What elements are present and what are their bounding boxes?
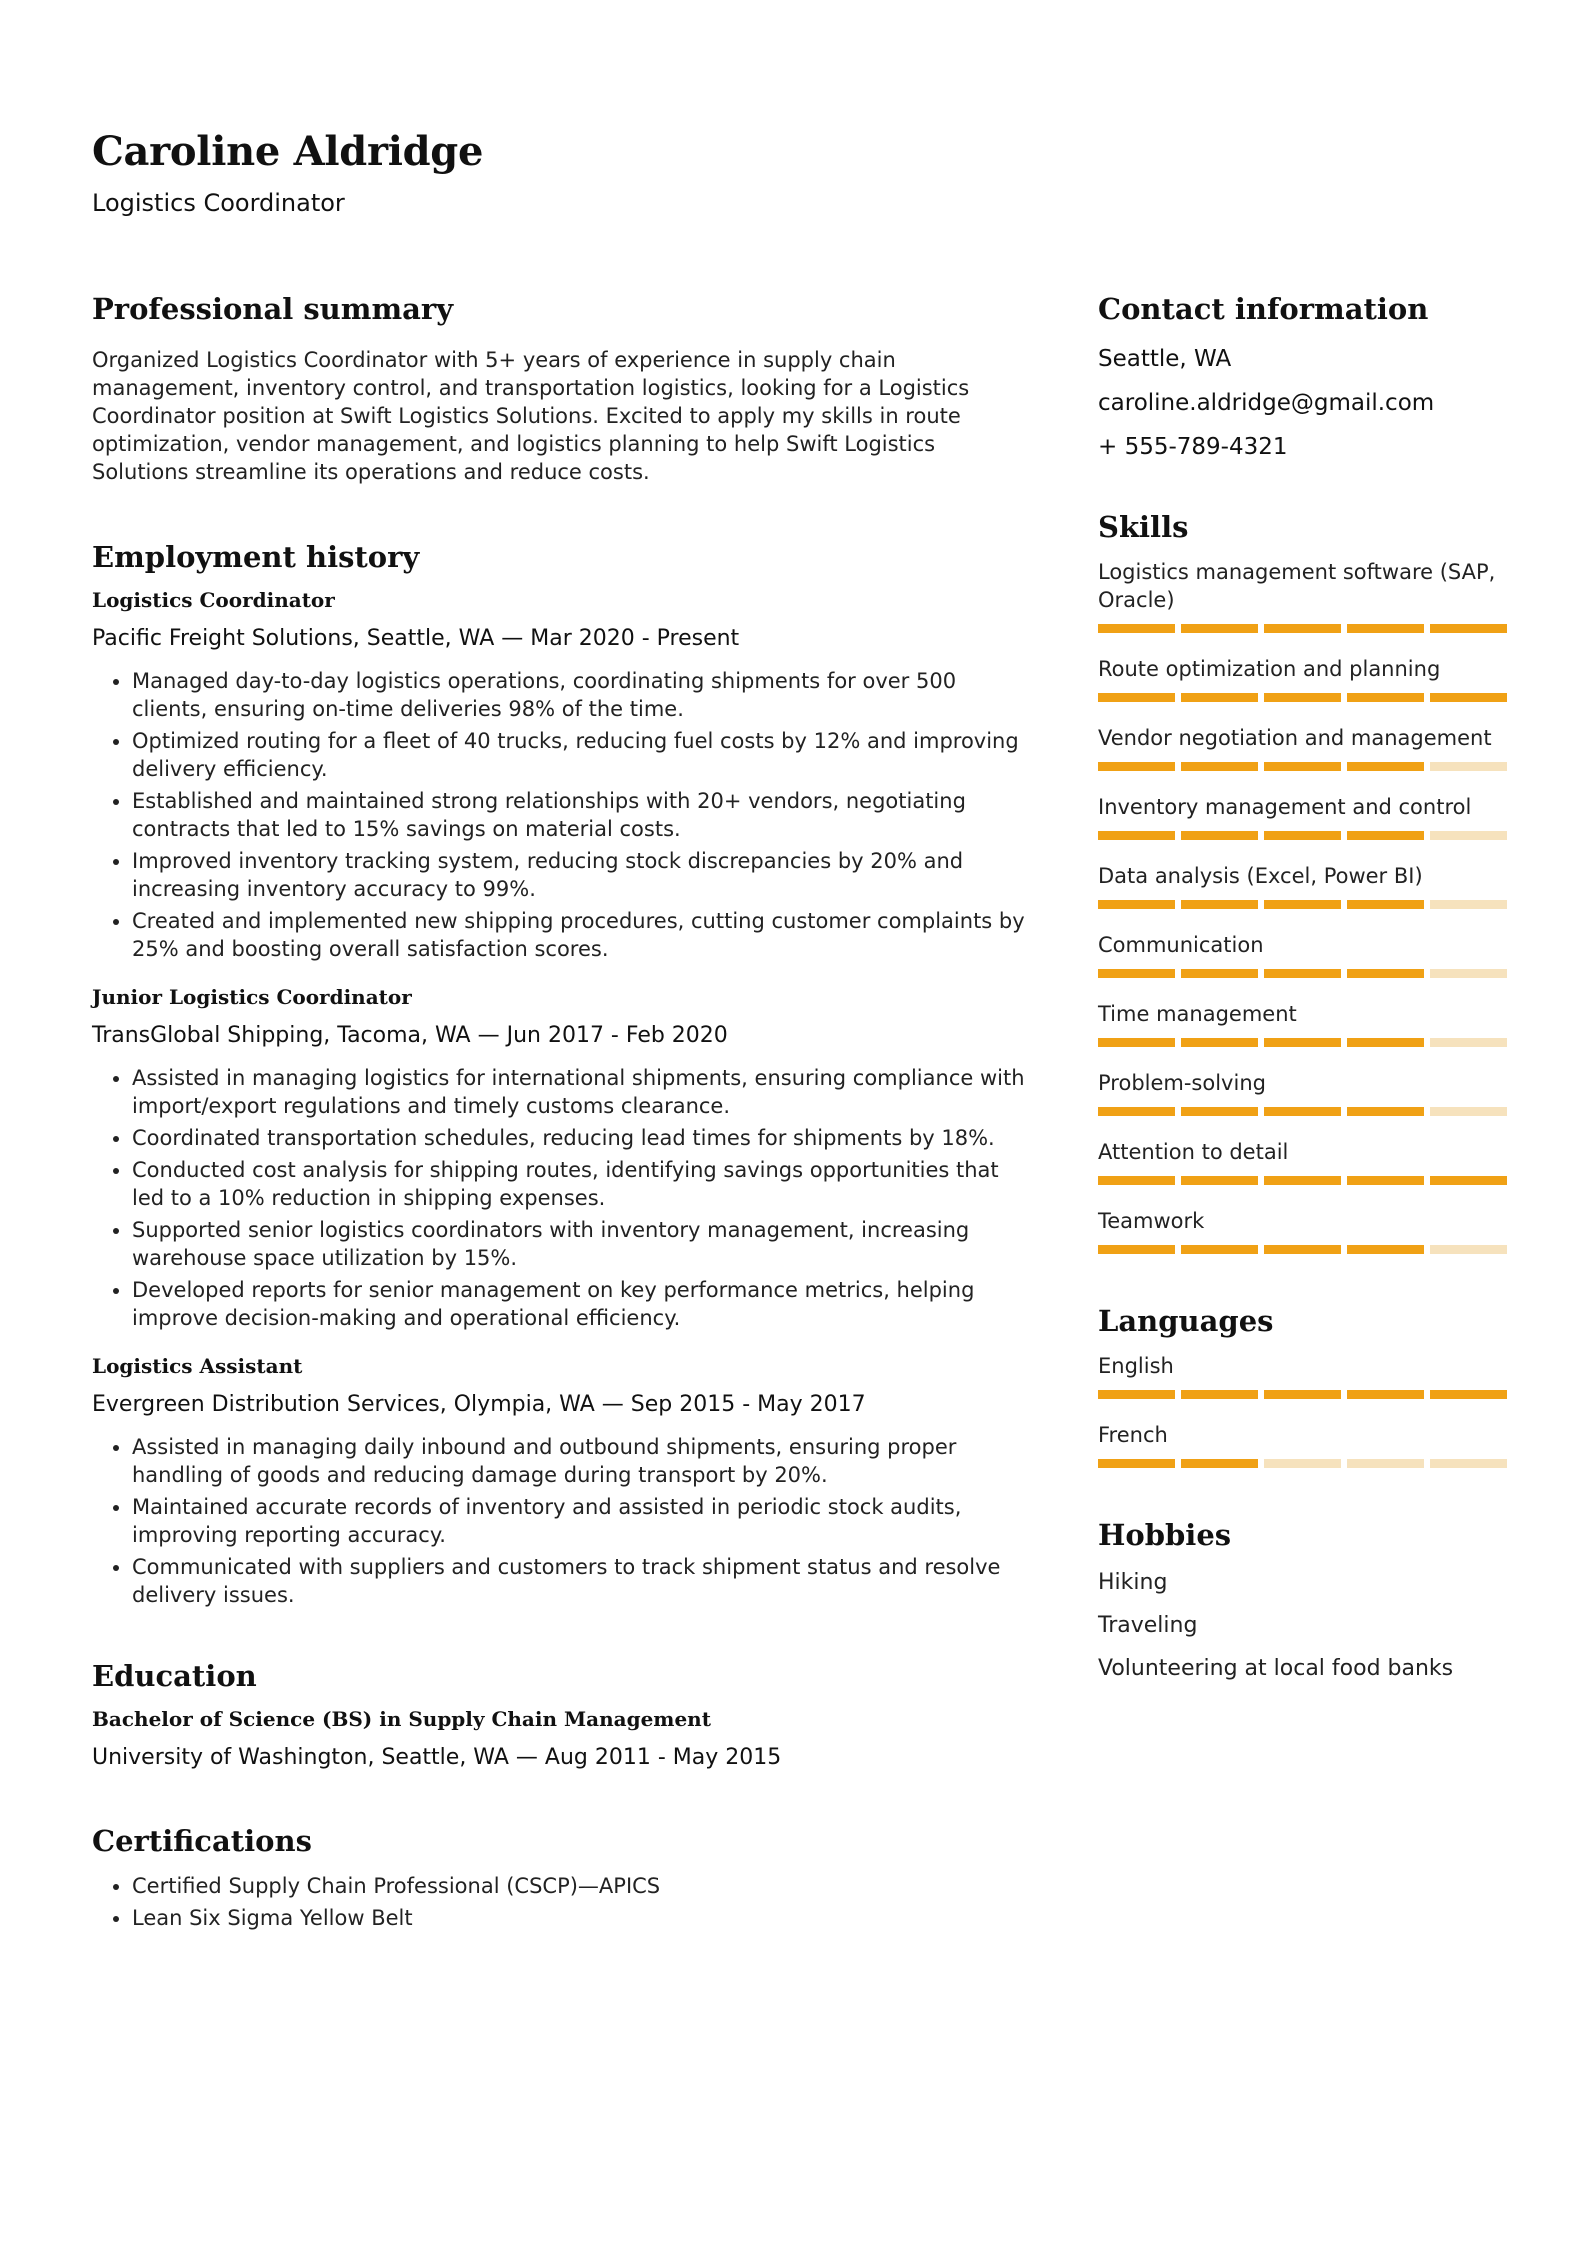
skill-item — [1098, 1138, 1508, 1185]
skill-label: Data analysis (Excel, Power BI) — [1098, 864, 1423, 888]
skill-level-segment — [1430, 1245, 1507, 1254]
skill-level-segment — [1347, 831, 1424, 840]
job-bullets — [92, 667, 1032, 963]
job-bullet: • Managed day-to-day logistics operations, coordinating shipments for over 500 clients, ensuring on-time deliveries 98% of the time. — [132, 667, 1032, 723]
job-bullets — [92, 1064, 1032, 1332]
skill-item — [1098, 558, 1508, 633]
skill-level-bar — [1098, 762, 1508, 771]
language-label: English — [1098, 1354, 1174, 1378]
skill-level-segment — [1264, 624, 1341, 633]
skill-level-segment — [1098, 1107, 1175, 1116]
education-heading: Education — [92, 1659, 257, 1693]
skill-level-bar — [1098, 1107, 1508, 1116]
skill-level-segment — [1430, 900, 1507, 909]
skill-level-segment — [1264, 969, 1341, 978]
job-bullet: • Improved inventory tracking system, reducing stock discrepancies by 20% and increasing inventory accuracy to 99%. — [132, 847, 1032, 903]
language-level-segment — [1347, 1390, 1424, 1399]
skill-level-segment — [1098, 762, 1175, 771]
skill-level-segment — [1430, 1107, 1507, 1116]
job-bullet: • Communicated with suppliers and customers to track shipment status and resolve delivery issues. — [132, 1553, 1032, 1609]
skill-label: Logistics management software (SAP, Oracle) — [1098, 560, 1496, 612]
skill-level-segment — [1264, 693, 1341, 702]
skill-level-bar — [1098, 969, 1508, 978]
job-title: Logistics Assistant — [92, 1354, 303, 1378]
employment-heading: Employment history — [92, 540, 420, 574]
skill-level-segment — [1430, 1176, 1507, 1185]
languages-heading: Languages — [1098, 1304, 1274, 1338]
contact-email[interactable]: caroline.aldridge@gmail.com — [1098, 390, 1435, 416]
skill-level-segment — [1181, 762, 1258, 771]
skill-level-segment — [1098, 969, 1175, 978]
candidate-name: Caroline Aldridge — [92, 128, 484, 175]
skill-level-segment — [1264, 831, 1341, 840]
job-bullet: • Assisted in managing daily inbound and outbound shipments, ensuring proper handling of goods and reducing damage during transport by 20%. — [132, 1433, 1032, 1489]
skills-heading: Skills — [1098, 510, 1189, 544]
certification-item: • Lean Six Sigma Yellow Belt — [132, 1904, 1032, 1932]
skill-level-segment — [1181, 831, 1258, 840]
skill-label: Problem-solving — [1098, 1071, 1266, 1095]
contact-location: Seattle, WA — [1098, 346, 1232, 372]
job-bullet: • Supported senior logistics coordinators with inventory management, increasing warehouse space utilization by 15%. — [132, 1216, 1032, 1272]
skill-label: Attention to detail — [1098, 1140, 1289, 1164]
hobby-item: Traveling — [1098, 1613, 1198, 1638]
language-level-segment — [1098, 1459, 1175, 1468]
skill-label: Route optimization and planning — [1098, 657, 1441, 681]
job-bullet: • Conducted cost analysis for shipping routes, identifying savings opportunities that led to a 10% reduction in shipping expenses. — [132, 1156, 1032, 1212]
skill-item — [1098, 724, 1508, 771]
skill-level-segment — [1264, 1038, 1341, 1047]
skill-level-segment — [1347, 900, 1424, 909]
summary-section — [92, 292, 1032, 486]
skill-level-bar — [1098, 1038, 1508, 1047]
skill-label: Inventory management and control — [1098, 795, 1472, 819]
skill-level-segment — [1347, 1176, 1424, 1185]
hobbies-heading: Hobbies — [1098, 1518, 1232, 1552]
skill-level-bar — [1098, 693, 1508, 702]
sidebar-column — [1098, 292, 1508, 1699]
certifications-heading: Certifications — [92, 1824, 312, 1858]
skill-label: Vendor negotiation and management — [1098, 726, 1492, 750]
languages-section — [1098, 1304, 1508, 1468]
skill-level-bar — [1098, 624, 1508, 633]
skill-level-segment — [1098, 900, 1175, 909]
education-degree: Bachelor of Science (BS) in Supply Chain Management — [92, 1707, 711, 1731]
skill-level-segment — [1098, 831, 1175, 840]
job-bullets — [92, 1433, 1032, 1609]
language-level-segment — [1264, 1390, 1341, 1399]
job-bullet: • Created and implemented new shipping procedures, cutting customer complaints by 25% and boosting overall satisfaction scores. — [132, 907, 1032, 963]
skill-level-segment — [1098, 1176, 1175, 1185]
certifications-list — [92, 1872, 1032, 1932]
certification-item: • Certified Supply Chain Professional (CSCP)—APICS — [132, 1872, 1032, 1900]
skill-item — [1098, 793, 1508, 840]
skill-level-segment — [1264, 762, 1341, 771]
skill-level-segment — [1264, 1107, 1341, 1116]
skill-item — [1098, 862, 1508, 909]
skill-item — [1098, 1069, 1508, 1116]
skill-level-segment — [1347, 624, 1424, 633]
skill-level-segment — [1181, 693, 1258, 702]
job-bullet: • Assisted in managing logistics for international shipments, ensuring compliance with import/export regulations and timely customs clearance. — [132, 1064, 1032, 1120]
education-section — [92, 1659, 1032, 1770]
job-bullet: • Developed reports for senior management on key performance metrics, helping improve decision-making and operational efficiency. — [132, 1276, 1032, 1332]
skill-level-segment — [1098, 693, 1175, 702]
skill-item — [1098, 1000, 1508, 1047]
skill-level-segment — [1181, 900, 1258, 909]
language-level-segment — [1181, 1390, 1258, 1399]
job-bullet: • Maintained accurate records of inventory and assisted in periodic stock audits, improving reporting accuracy. — [132, 1493, 1032, 1549]
skill-level-bar — [1098, 1176, 1508, 1185]
job-title: Junior Logistics Coordinator — [92, 985, 412, 1009]
language-level-segment — [1347, 1459, 1424, 1468]
resume-header — [92, 128, 483, 217]
job-entry — [92, 588, 1032, 963]
language-level-segment — [1430, 1390, 1507, 1399]
language-item — [1098, 1421, 1508, 1468]
certifications-section — [92, 1824, 1032, 1932]
job-title: Logistics Coordinator — [92, 588, 335, 612]
skill-item — [1098, 655, 1508, 702]
skills-section — [1098, 510, 1508, 1254]
skill-level-segment — [1098, 1038, 1175, 1047]
job-bullet: • Established and maintained strong relationships with 20+ vendors, negotiating contracts that led to 15% savings on material costs. — [132, 787, 1032, 843]
skill-level-segment — [1098, 1245, 1175, 1254]
skill-level-segment — [1347, 969, 1424, 978]
language-level-segment — [1181, 1459, 1258, 1468]
language-level-segment — [1430, 1459, 1507, 1468]
skill-level-segment — [1098, 624, 1175, 633]
skill-level-segment — [1347, 1107, 1424, 1116]
skill-label: Communication — [1098, 933, 1264, 957]
skill-level-segment — [1430, 1038, 1507, 1047]
skill-level-segment — [1181, 1245, 1258, 1254]
language-level-segment — [1098, 1390, 1175, 1399]
contact-section — [1098, 292, 1508, 460]
hobby-item: Volunteering at local food banks — [1098, 1656, 1454, 1681]
hobbies-list — [1098, 1570, 1508, 1681]
skill-level-segment — [1264, 1176, 1341, 1185]
summary-text: Organized Logistics Coordinator with 5+ years of experience in supply chain management, inventory control, and transportation logistics, looking for a Logistics Coordinator position at Swift Logistics Solutions. Excited to apply my skills in route optimization, vendor management, and logistics planning to help Swift Logistics Solutions streamline its operations and reduce costs. — [92, 348, 970, 484]
skill-level-segment — [1347, 693, 1424, 702]
language-level-bar — [1098, 1459, 1508, 1468]
job-meta: Evergreen Distribution Services, Olympia, WA — Sep 2015 - May 2017 — [92, 1392, 866, 1417]
main-column — [92, 292, 1032, 1936]
skills-list — [1098, 558, 1508, 1254]
contact-heading: Contact information — [1098, 292, 1429, 326]
skill-level-bar — [1098, 1245, 1508, 1254]
skill-level-segment — [1181, 1176, 1258, 1185]
skill-item — [1098, 1207, 1508, 1254]
skill-level-segment — [1347, 762, 1424, 771]
language-level-bar — [1098, 1390, 1508, 1399]
employment-section — [92, 540, 1032, 1609]
education-meta: University of Washington, Seattle, WA — Aug 2011 - May 2015 — [92, 1745, 782, 1770]
skill-level-segment — [1264, 900, 1341, 909]
job-meta: Pacific Freight Solutions, Seattle, WA — Mar 2020 - Present — [92, 626, 740, 651]
skill-level-segment — [1430, 831, 1507, 840]
skill-level-bar — [1098, 831, 1508, 840]
skill-level-segment — [1181, 1038, 1258, 1047]
skill-level-segment — [1347, 1038, 1424, 1047]
language-item — [1098, 1352, 1508, 1399]
language-level-segment — [1264, 1459, 1341, 1468]
hobbies-section — [1098, 1518, 1508, 1681]
language-label: French — [1098, 1423, 1168, 1447]
skill-level-segment — [1430, 693, 1507, 702]
languages-list — [1098, 1352, 1508, 1468]
job-meta: TransGlobal Shipping, Tacoma, WA — Jun 2017 - Feb 2020 — [92, 1023, 728, 1048]
job-list — [92, 588, 1032, 1609]
skill-level-segment — [1430, 624, 1507, 633]
job-bullet: • Optimized routing for a fleet of 40 trucks, reducing fuel costs by 12% and improving delivery efficiency. — [132, 727, 1032, 783]
skill-level-segment — [1347, 1245, 1424, 1254]
skill-level-segment — [1181, 1107, 1258, 1116]
candidate-title: Logistics Coordinator — [92, 189, 345, 217]
job-bullet: • Coordinated transportation schedules, reducing lead times for shipments by 18%. — [132, 1124, 1032, 1152]
skill-level-bar — [1098, 900, 1508, 909]
skill-item — [1098, 931, 1508, 978]
contact-phone[interactable]: + 555-789-4321 — [1098, 434, 1288, 460]
skill-level-segment — [1181, 969, 1258, 978]
skill-level-segment — [1430, 762, 1507, 771]
summary-heading: Professional summary — [92, 292, 454, 326]
hobby-item: Hiking — [1098, 1570, 1168, 1595]
skill-label: Teamwork — [1098, 1209, 1205, 1233]
skill-level-segment — [1264, 1245, 1341, 1254]
job-entry — [92, 1354, 1032, 1609]
skill-level-segment — [1430, 969, 1507, 978]
job-entry — [92, 985, 1032, 1332]
skill-label: Time management — [1098, 1002, 1297, 1026]
skill-level-segment — [1181, 624, 1258, 633]
